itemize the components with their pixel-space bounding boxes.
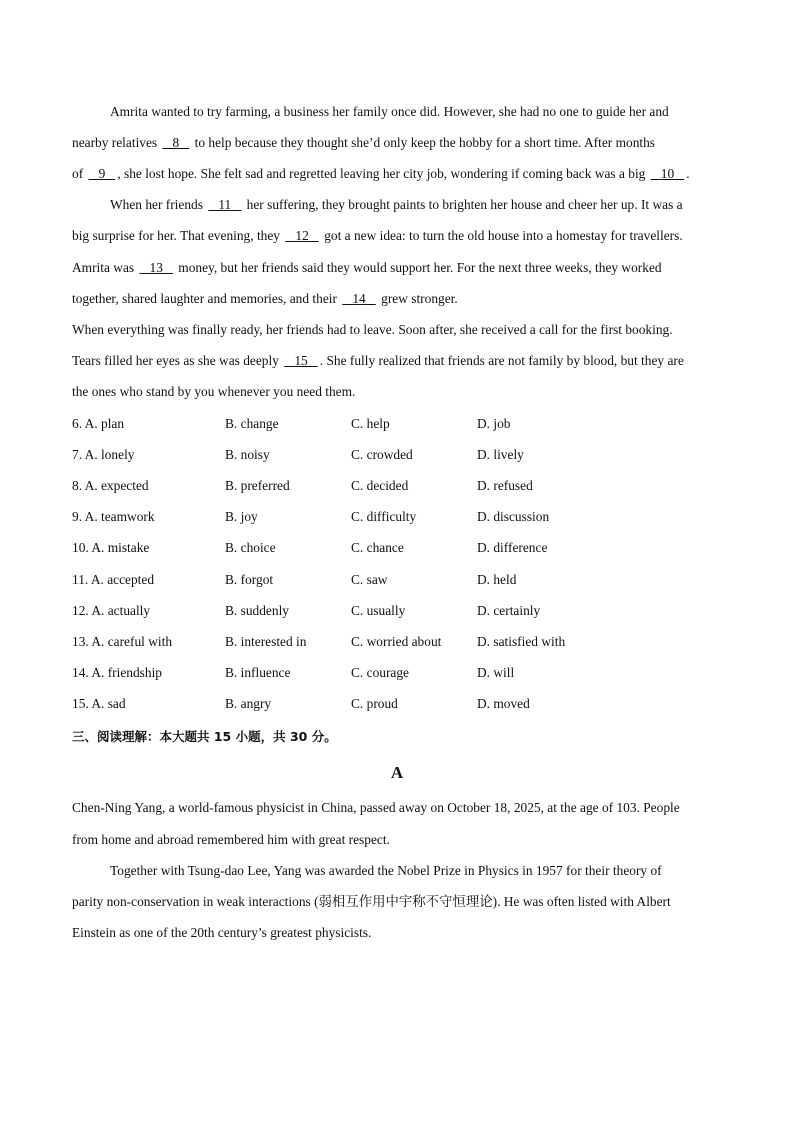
- option-d: D. held: [477, 572, 517, 587]
- passage-line: [72, 861, 662, 881]
- option-d: D. job: [477, 416, 511, 431]
- option-d: D. refused: [477, 478, 533, 493]
- option-b: B. angry: [225, 696, 272, 711]
- passage-text: When her friends: [110, 197, 207, 212]
- option-c: C. usually: [351, 603, 406, 618]
- passage-text: from home and abroad remembered him with great respect.: [72, 832, 390, 847]
- option-row-6: [72, 414, 722, 434]
- option-a: 12. A. actually: [72, 603, 151, 618]
- passage-text: Einstein as one of the 20th century’s greatest physicists.: [72, 925, 372, 940]
- passage-text: Together with Tsung-dao Lee, Yang was awarded the Nobel Prize in Physics in 1957 for their theory of: [110, 863, 662, 878]
- option-row-15: [72, 694, 722, 714]
- blank-9: 9: [98, 166, 106, 181]
- passage-text: her suffering, they brought paints to brighten her house and cheer her up. It was a: [243, 197, 683, 212]
- passage-line: [72, 798, 680, 818]
- passage-line: [72, 892, 671, 912]
- option-c: C. decided: [351, 478, 409, 493]
- passage-text: the ones who stand by you whenever you need them.: [72, 384, 356, 399]
- option-a: 8. A. expected: [72, 478, 149, 493]
- option-row-12: [72, 601, 722, 621]
- option-c: C. courage: [351, 665, 410, 680]
- passage-line: [72, 258, 662, 278]
- section-heading: 三、阅读理解：本大题共 15 小题，共 30 分。: [72, 729, 337, 744]
- passage-text: of: [72, 166, 87, 181]
- option-d: D. satisfied with: [477, 634, 566, 649]
- passage-text: Tears filled her eyes as she was deeply: [72, 353, 283, 368]
- option-a: 11. A. accepted: [72, 572, 155, 587]
- option-a: 14. A. friendship: [72, 665, 163, 680]
- passage-text: Chen-Ning Yang, a world-famous physicist in China, passed away on October 18, 2025, at the age of 103. People: [72, 800, 680, 815]
- option-row-9: [72, 507, 722, 527]
- passage-line: [72, 195, 683, 215]
- option-row-8: [72, 476, 722, 496]
- option-c: C. saw: [351, 572, 388, 587]
- blank-8: 8: [172, 135, 180, 150]
- blank-12: 12: [295, 228, 309, 243]
- option-d: D. will: [477, 665, 515, 680]
- passage-line: [72, 164, 690, 184]
- passage-line: [72, 133, 655, 153]
- passage-text: . She fully realized that friends are not family by blood, but they are: [319, 353, 684, 368]
- option-d: D. lively: [477, 447, 524, 462]
- option-a: 10. A. mistake: [72, 540, 150, 555]
- option-d: D. discussion: [477, 509, 550, 524]
- option-row-7: [72, 445, 722, 465]
- passage-text: big surprise for her. That evening, they: [72, 228, 284, 243]
- passage-text: , she lost hope. She felt sad and regretted leaving her city job, wondering if coming back was a big: [117, 166, 649, 181]
- option-b: B. noisy: [225, 447, 270, 462]
- option-b: B. choice: [225, 540, 276, 555]
- blank-13: 13: [149, 260, 163, 275]
- passage-text: money, but her friends said they would support her. For the next three weeks, they worked: [174, 260, 662, 275]
- option-b: B. preferred: [225, 478, 290, 493]
- passage-text: got a new idea: to turn the old house into a homestay for travellers.: [320, 228, 683, 243]
- passage-line: [72, 102, 669, 122]
- passage-text: Amrita wanted to try farming, a business her family once did. However, she had no one to guide her and: [110, 104, 669, 119]
- option-c: C. proud: [351, 696, 398, 711]
- passage-line: [72, 830, 390, 850]
- blank-10: 10: [660, 166, 675, 181]
- option-a: 7. A. lonely: [72, 447, 135, 462]
- option-d: D. moved: [477, 696, 530, 711]
- passage-line: [72, 320, 673, 340]
- option-a: 6. A. plan: [72, 416, 125, 431]
- option-c: C. chance: [351, 540, 404, 555]
- option-b: B. forgot: [225, 572, 274, 587]
- passage-line: [72, 289, 458, 309]
- passage-title: A: [390, 763, 404, 782]
- blank-11: 11: [218, 197, 232, 212]
- blank-15: 15: [294, 353, 308, 368]
- option-c: C. worried about: [351, 634, 442, 649]
- passage-line: [72, 226, 683, 246]
- option-c: C. crowded: [351, 447, 413, 462]
- passage-text: When everything was finally ready, her friends had to leave. Soon after, she received a call for the first booking.: [72, 322, 673, 337]
- passage-text: grew stronger.: [377, 291, 458, 306]
- passage-line: [72, 923, 371, 943]
- passage-text: Amrita was: [72, 260, 138, 275]
- option-a: 15. A. sad: [72, 696, 126, 711]
- passage-text: together, shared laughter and memories, and their: [72, 291, 341, 306]
- passage-text: .: [686, 166, 690, 181]
- option-d: D. certainly: [477, 603, 541, 618]
- option-c: C. help: [351, 416, 390, 431]
- option-b: B. suddenly: [225, 603, 289, 618]
- option-b: B. change: [225, 416, 279, 431]
- passage-text: parity non-conservation in weak interactions (弱相互作用中宇称不守恒理论). He was often listed with Albert: [72, 894, 671, 909]
- option-b: B. joy: [225, 509, 258, 524]
- option-a: 9. A. teamwork: [72, 509, 155, 524]
- option-d: D. difference: [477, 540, 548, 555]
- option-b: B. interested in: [225, 634, 307, 649]
- option-row-11: [72, 570, 722, 590]
- option-a: 13. A. careful with: [72, 634, 173, 649]
- option-row-14: [72, 663, 722, 683]
- option-b: B. influence: [225, 665, 291, 680]
- blank-14: 14: [352, 291, 366, 306]
- passage-line: [72, 382, 355, 402]
- passage-line: [72, 351, 684, 371]
- passage-text: to help because they thought she’d only keep the hobby for a short time. After months: [191, 135, 656, 150]
- passage-text: nearby relatives: [72, 135, 161, 150]
- option-row-13: [72, 632, 722, 652]
- option-c: C. difficulty: [351, 509, 417, 524]
- option-row-10: [72, 538, 722, 558]
